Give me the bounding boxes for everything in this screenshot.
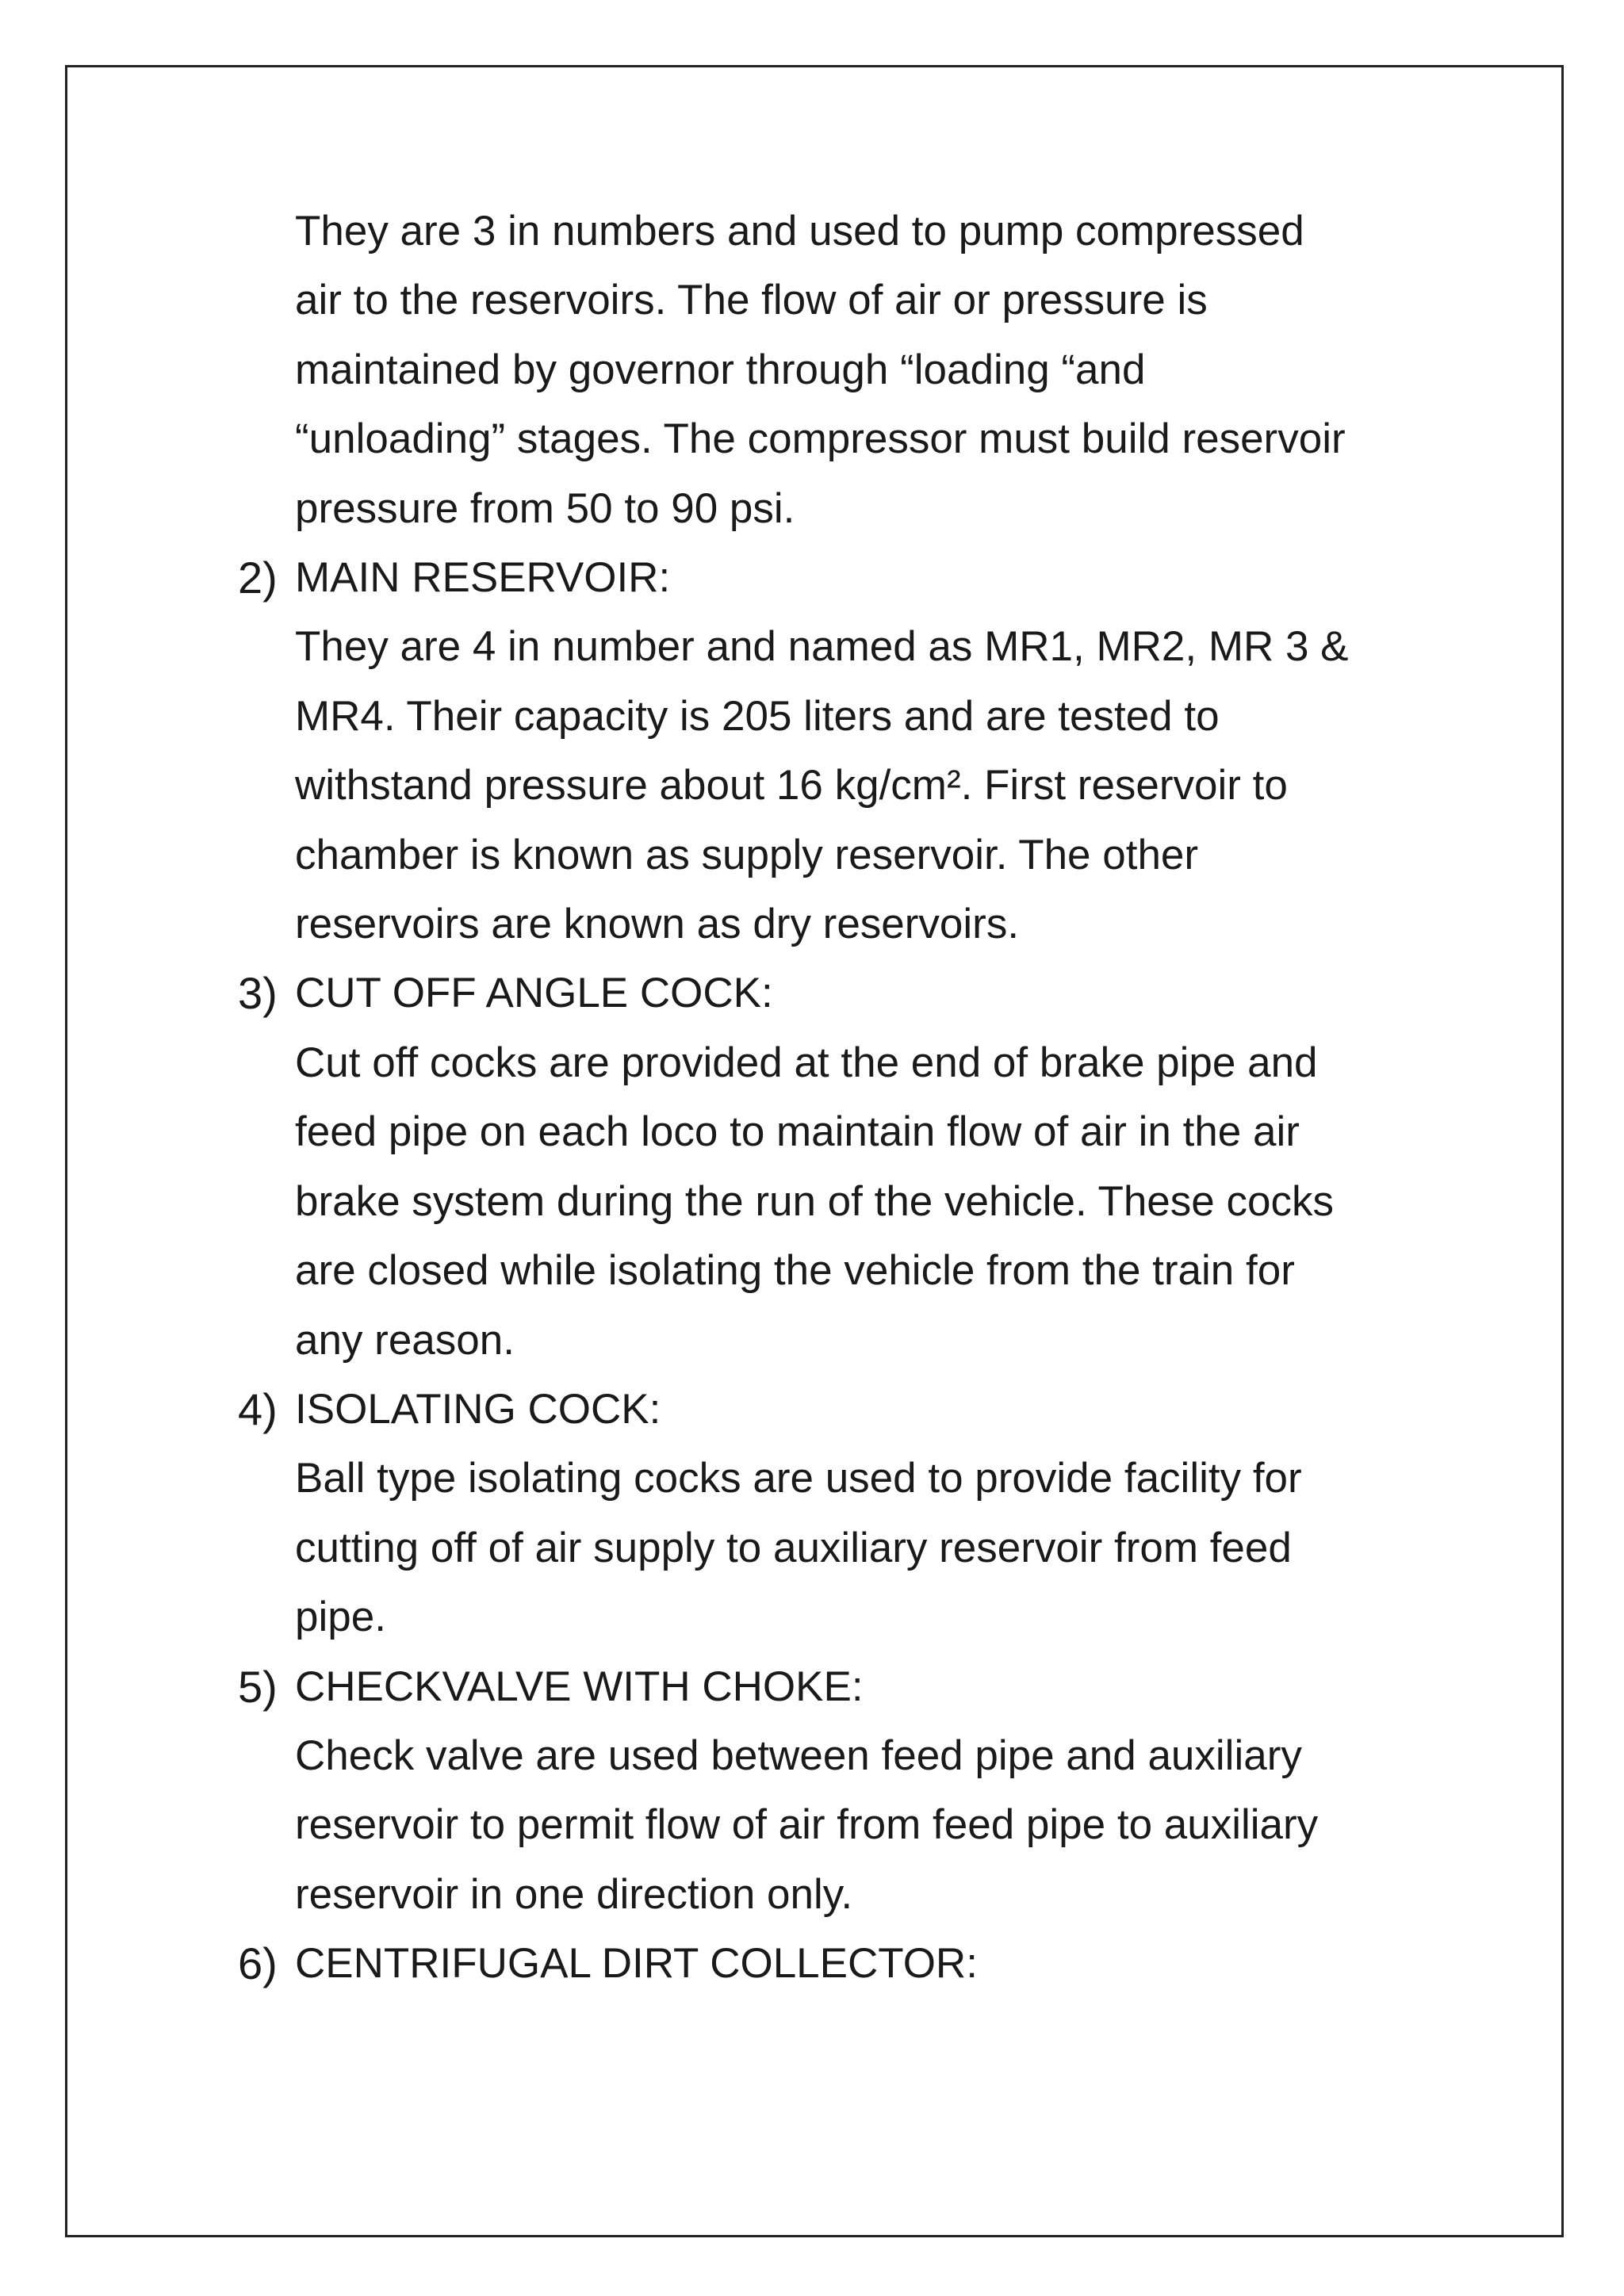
section-number: 3) bbox=[238, 968, 278, 1019]
section-title: ISOLATING COCK: bbox=[295, 1385, 661, 1433]
section-heading bbox=[238, 1375, 1459, 1444]
intro-paragraph bbox=[238, 197, 1459, 543]
paragraph-line: They are 4 in number and named as MR1, MR2, MR 3 & bbox=[295, 623, 1349, 671]
section-title: CHECKVALVE WITH CHOKE: bbox=[295, 1663, 864, 1710]
section-centrifugal-dirt-collector bbox=[238, 1929, 1459, 1998]
paragraph-line: MR4. Their capacity is 205 liters and are tested to bbox=[295, 692, 1220, 740]
section-main-reservoir bbox=[238, 543, 1459, 959]
section-number: 4) bbox=[238, 1383, 278, 1434]
paragraph-line: reservoirs are known as dry reservoirs. bbox=[295, 901, 1020, 948]
section-title: CENTRIFUGAL DIRT COLLECTOR: bbox=[295, 1940, 978, 1988]
section-heading bbox=[238, 1929, 1459, 1998]
section-cut-off-angle-cock bbox=[238, 959, 1459, 1374]
paragraph-line: Ball type isolating cocks are used to provide facility for bbox=[295, 1455, 1302, 1502]
section-number: 5) bbox=[238, 1661, 278, 1712]
paragraph-line: “unloading” stages. The compressor must build reservoir bbox=[295, 415, 1346, 463]
document-body bbox=[238, 197, 1459, 1999]
section-title: MAIN RESERVOIR: bbox=[295, 554, 671, 602]
section-checkvalve-with-choke bbox=[238, 1652, 1459, 1930]
paragraph-line: air to the reservoirs. The flow of air or pressure is bbox=[295, 277, 1208, 324]
section-isolating-cock bbox=[238, 1375, 1459, 1652]
paragraph-line: maintained by governor through “loading “and bbox=[295, 346, 1146, 393]
section-number: 6) bbox=[238, 1938, 278, 1989]
paragraph-line: reservoir to permit flow of air from feed pipe to auxiliary bbox=[295, 1801, 1319, 1849]
section-heading bbox=[238, 959, 1459, 1027]
paragraph-line: feed pipe on each loco to maintain flow of air in the air bbox=[295, 1108, 1300, 1156]
paragraph-line: They are 3 in numbers and used to pump compressed bbox=[295, 208, 1304, 254]
paragraph-line: chamber is known as supply reservoir. The other bbox=[295, 831, 1199, 878]
section-heading bbox=[238, 1652, 1459, 1721]
paragraph-line: Cut off cocks are provided at the end of brake pipe and bbox=[295, 1039, 1318, 1086]
section-heading bbox=[238, 543, 1459, 612]
paragraph-line: are closed while isolating the vehicle from the train for bbox=[295, 1247, 1295, 1295]
section-number: 2) bbox=[238, 553, 278, 603]
paragraph-line: reservoir in one direction only. bbox=[295, 1870, 853, 1918]
section-title: CUT OFF ANGLE COCK: bbox=[295, 970, 773, 1017]
paragraph-line: cutting off of air supply to auxiliary reservoir from feed bbox=[295, 1524, 1292, 1571]
paragraph-line: brake system during the run of the vehicle. These cocks bbox=[295, 1177, 1334, 1225]
paragraph-line: any reason. bbox=[295, 1316, 515, 1364]
paragraph-line: pressure from 50 to 90 psi. bbox=[295, 484, 795, 532]
paragraph-line: Check valve are used between feed pipe and auxiliary bbox=[295, 1732, 1302, 1779]
paragraph-line: pipe. bbox=[295, 1594, 386, 1641]
paragraph-line: withstand pressure about 16 kg/cm². First reservoir to bbox=[295, 762, 1288, 809]
